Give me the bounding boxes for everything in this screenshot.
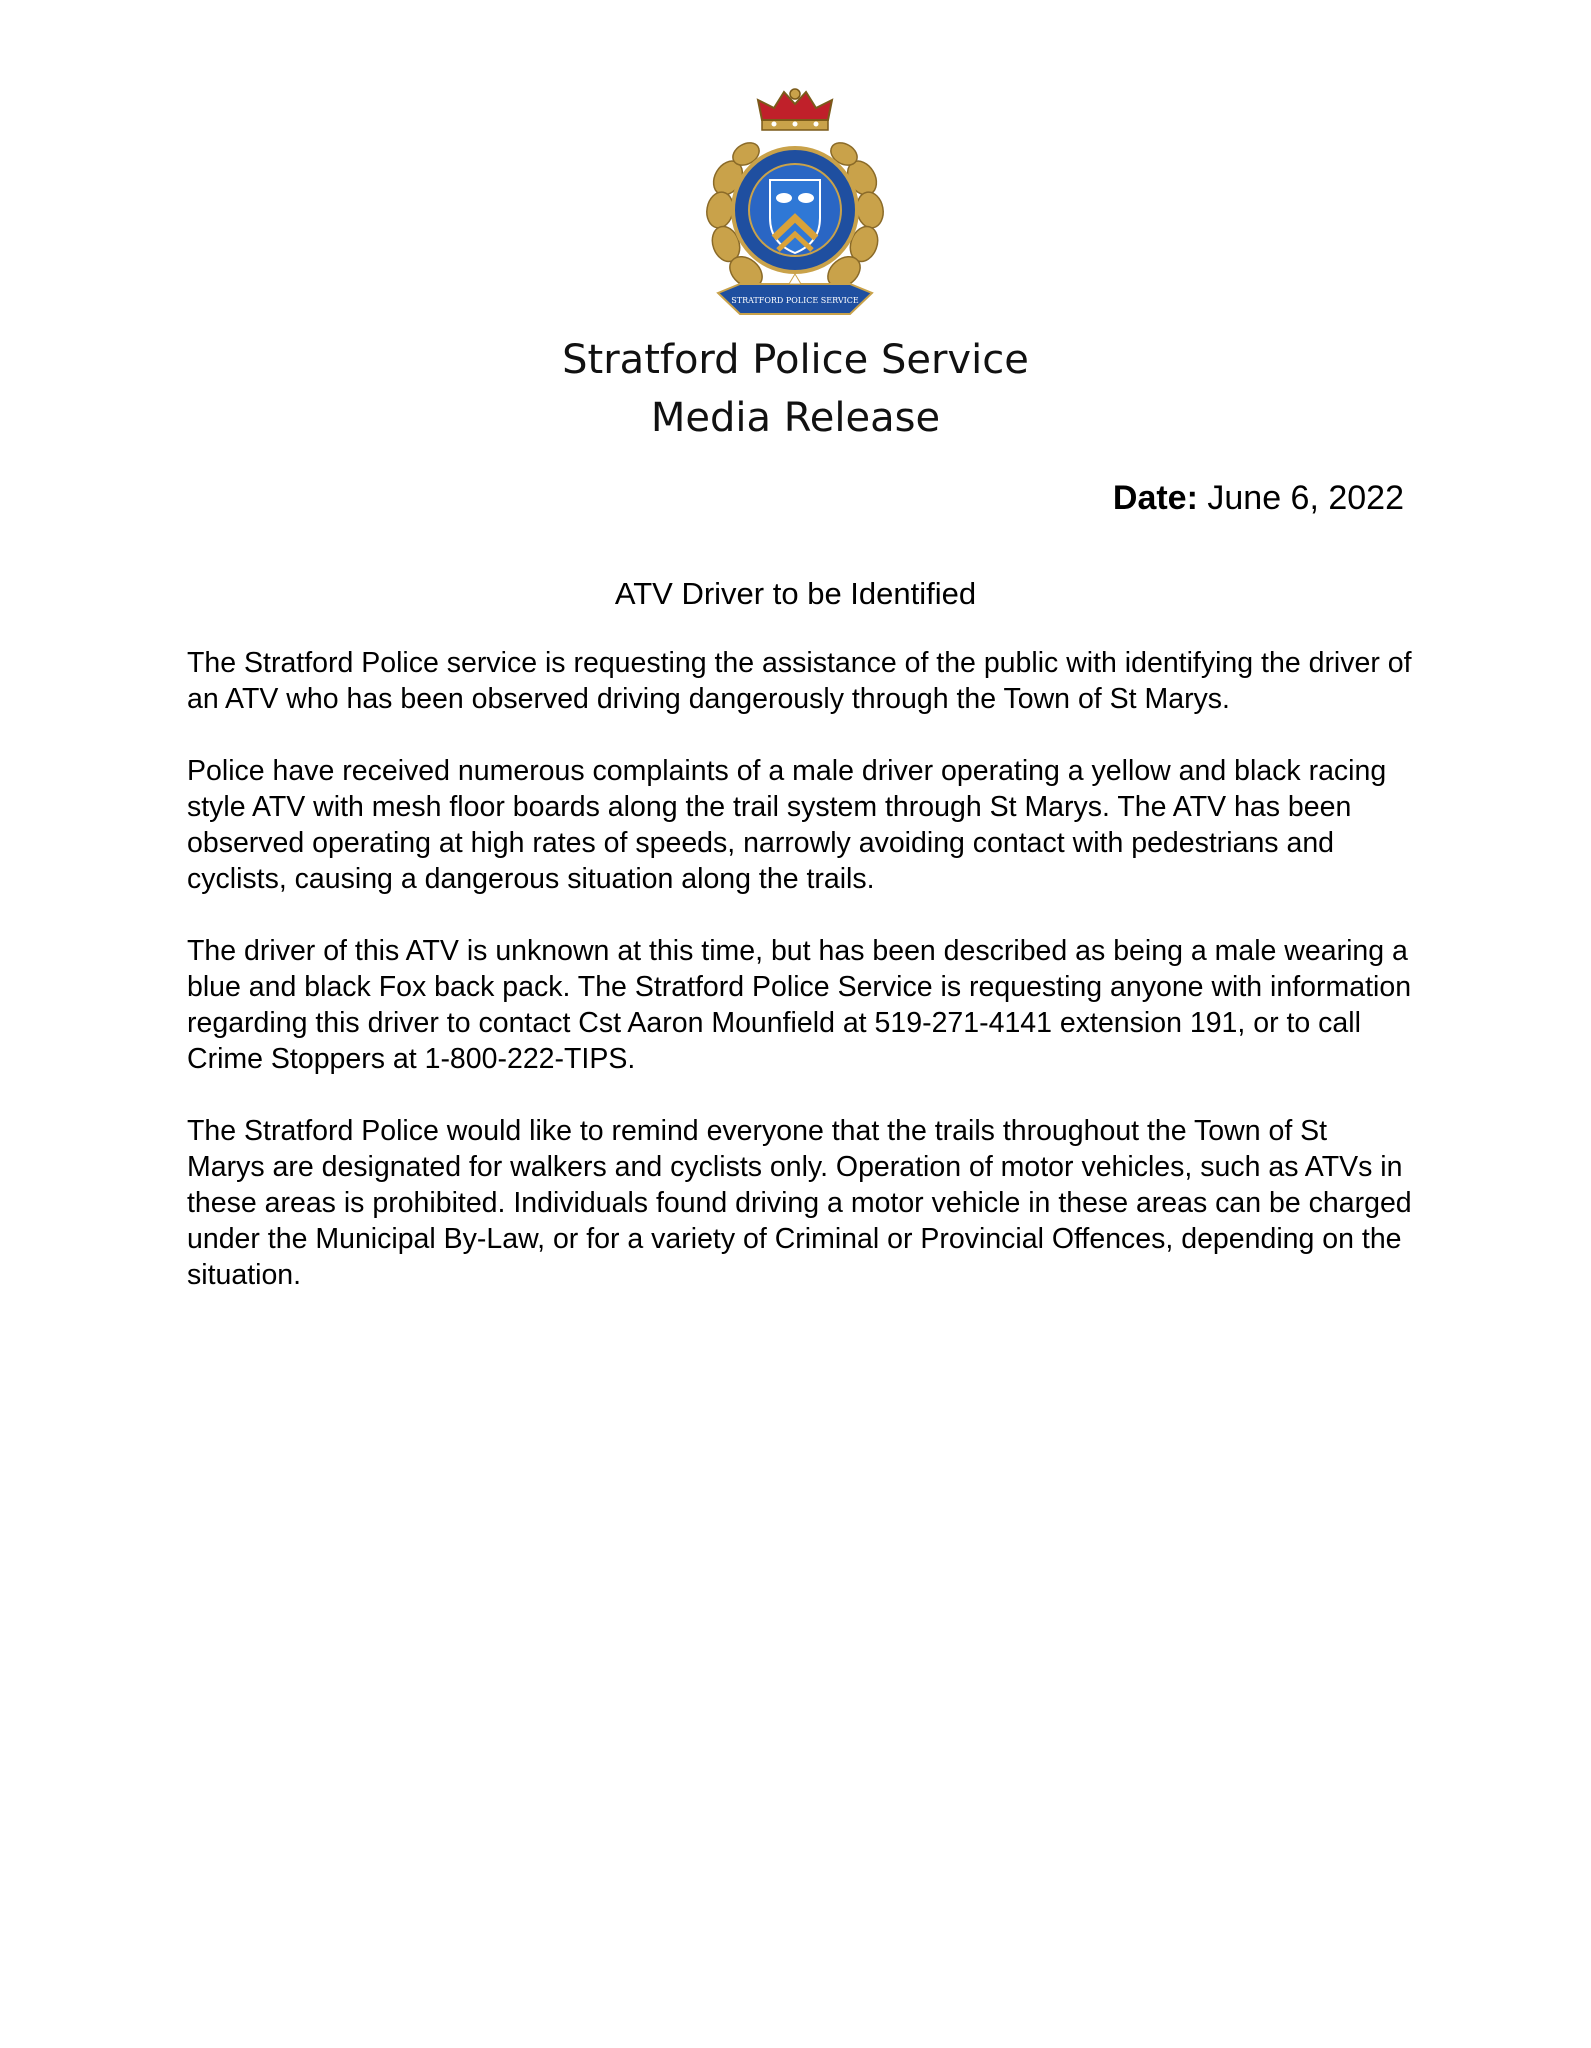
body-paragraph: The Stratford Police would like to remind everyone that the trails throughout the Town of St Marys are designated for walkers and cyclists only. Operation of motor vehicles, such as ATVs in these areas is prohibited. Individuals found driving a motor vehicle in these areas can be charged under the Municipal By-Law, or for a variety of Criminal or Provincial Offences, depending on the situation. xyxy=(187,1115,1412,1291)
police-crest-logo xyxy=(700,88,890,323)
trillium-icon xyxy=(789,274,801,284)
release-date xyxy=(1113,476,1404,520)
svg-text:STRATFORD POLICE SERVICE: STRATFORD POLICE SERVICE xyxy=(731,296,859,305)
date-value: June 6, 2022 xyxy=(1207,479,1404,517)
body-paragraph: The driver of this ATV is unknown at this time, but has been described as being a male wearing a blue and black Fox back pack. The Stratford Police Service is requesting anyone with information regarding this driver to contact Cst Aaron Mounfield at 519-271-4141 extension 191, or to call Crime Stoppers at 1-800-222-TIPS. xyxy=(187,935,1412,1075)
crest-ribbon xyxy=(718,284,872,314)
date-label: Date: xyxy=(1112,479,1198,517)
release-body xyxy=(187,645,1412,1329)
body-paragraph: The Stratford Police service is requesting the assistance of the public with identifying the driver of an ATV who has been observed driving dangerously through the Town of St Marys. xyxy=(187,647,1412,715)
document-type-title: Media Release xyxy=(650,395,941,441)
crown-icon xyxy=(758,89,832,130)
shield-icon xyxy=(770,180,820,253)
body-paragraph: Police have received numerous complaints of a male driver operating a yellow and black racing style ATV with mesh floor boards along the trail system through St Marys. The ATV has been observed operating at high rates of speeds, narrowly avoiding contact with pedestrians and cyclists, causing a dangerous situation along the trails. xyxy=(187,755,1387,895)
release-headline: ATV Driver to be Identified xyxy=(614,576,977,611)
organization-name: Stratford Police Service xyxy=(562,337,1029,383)
